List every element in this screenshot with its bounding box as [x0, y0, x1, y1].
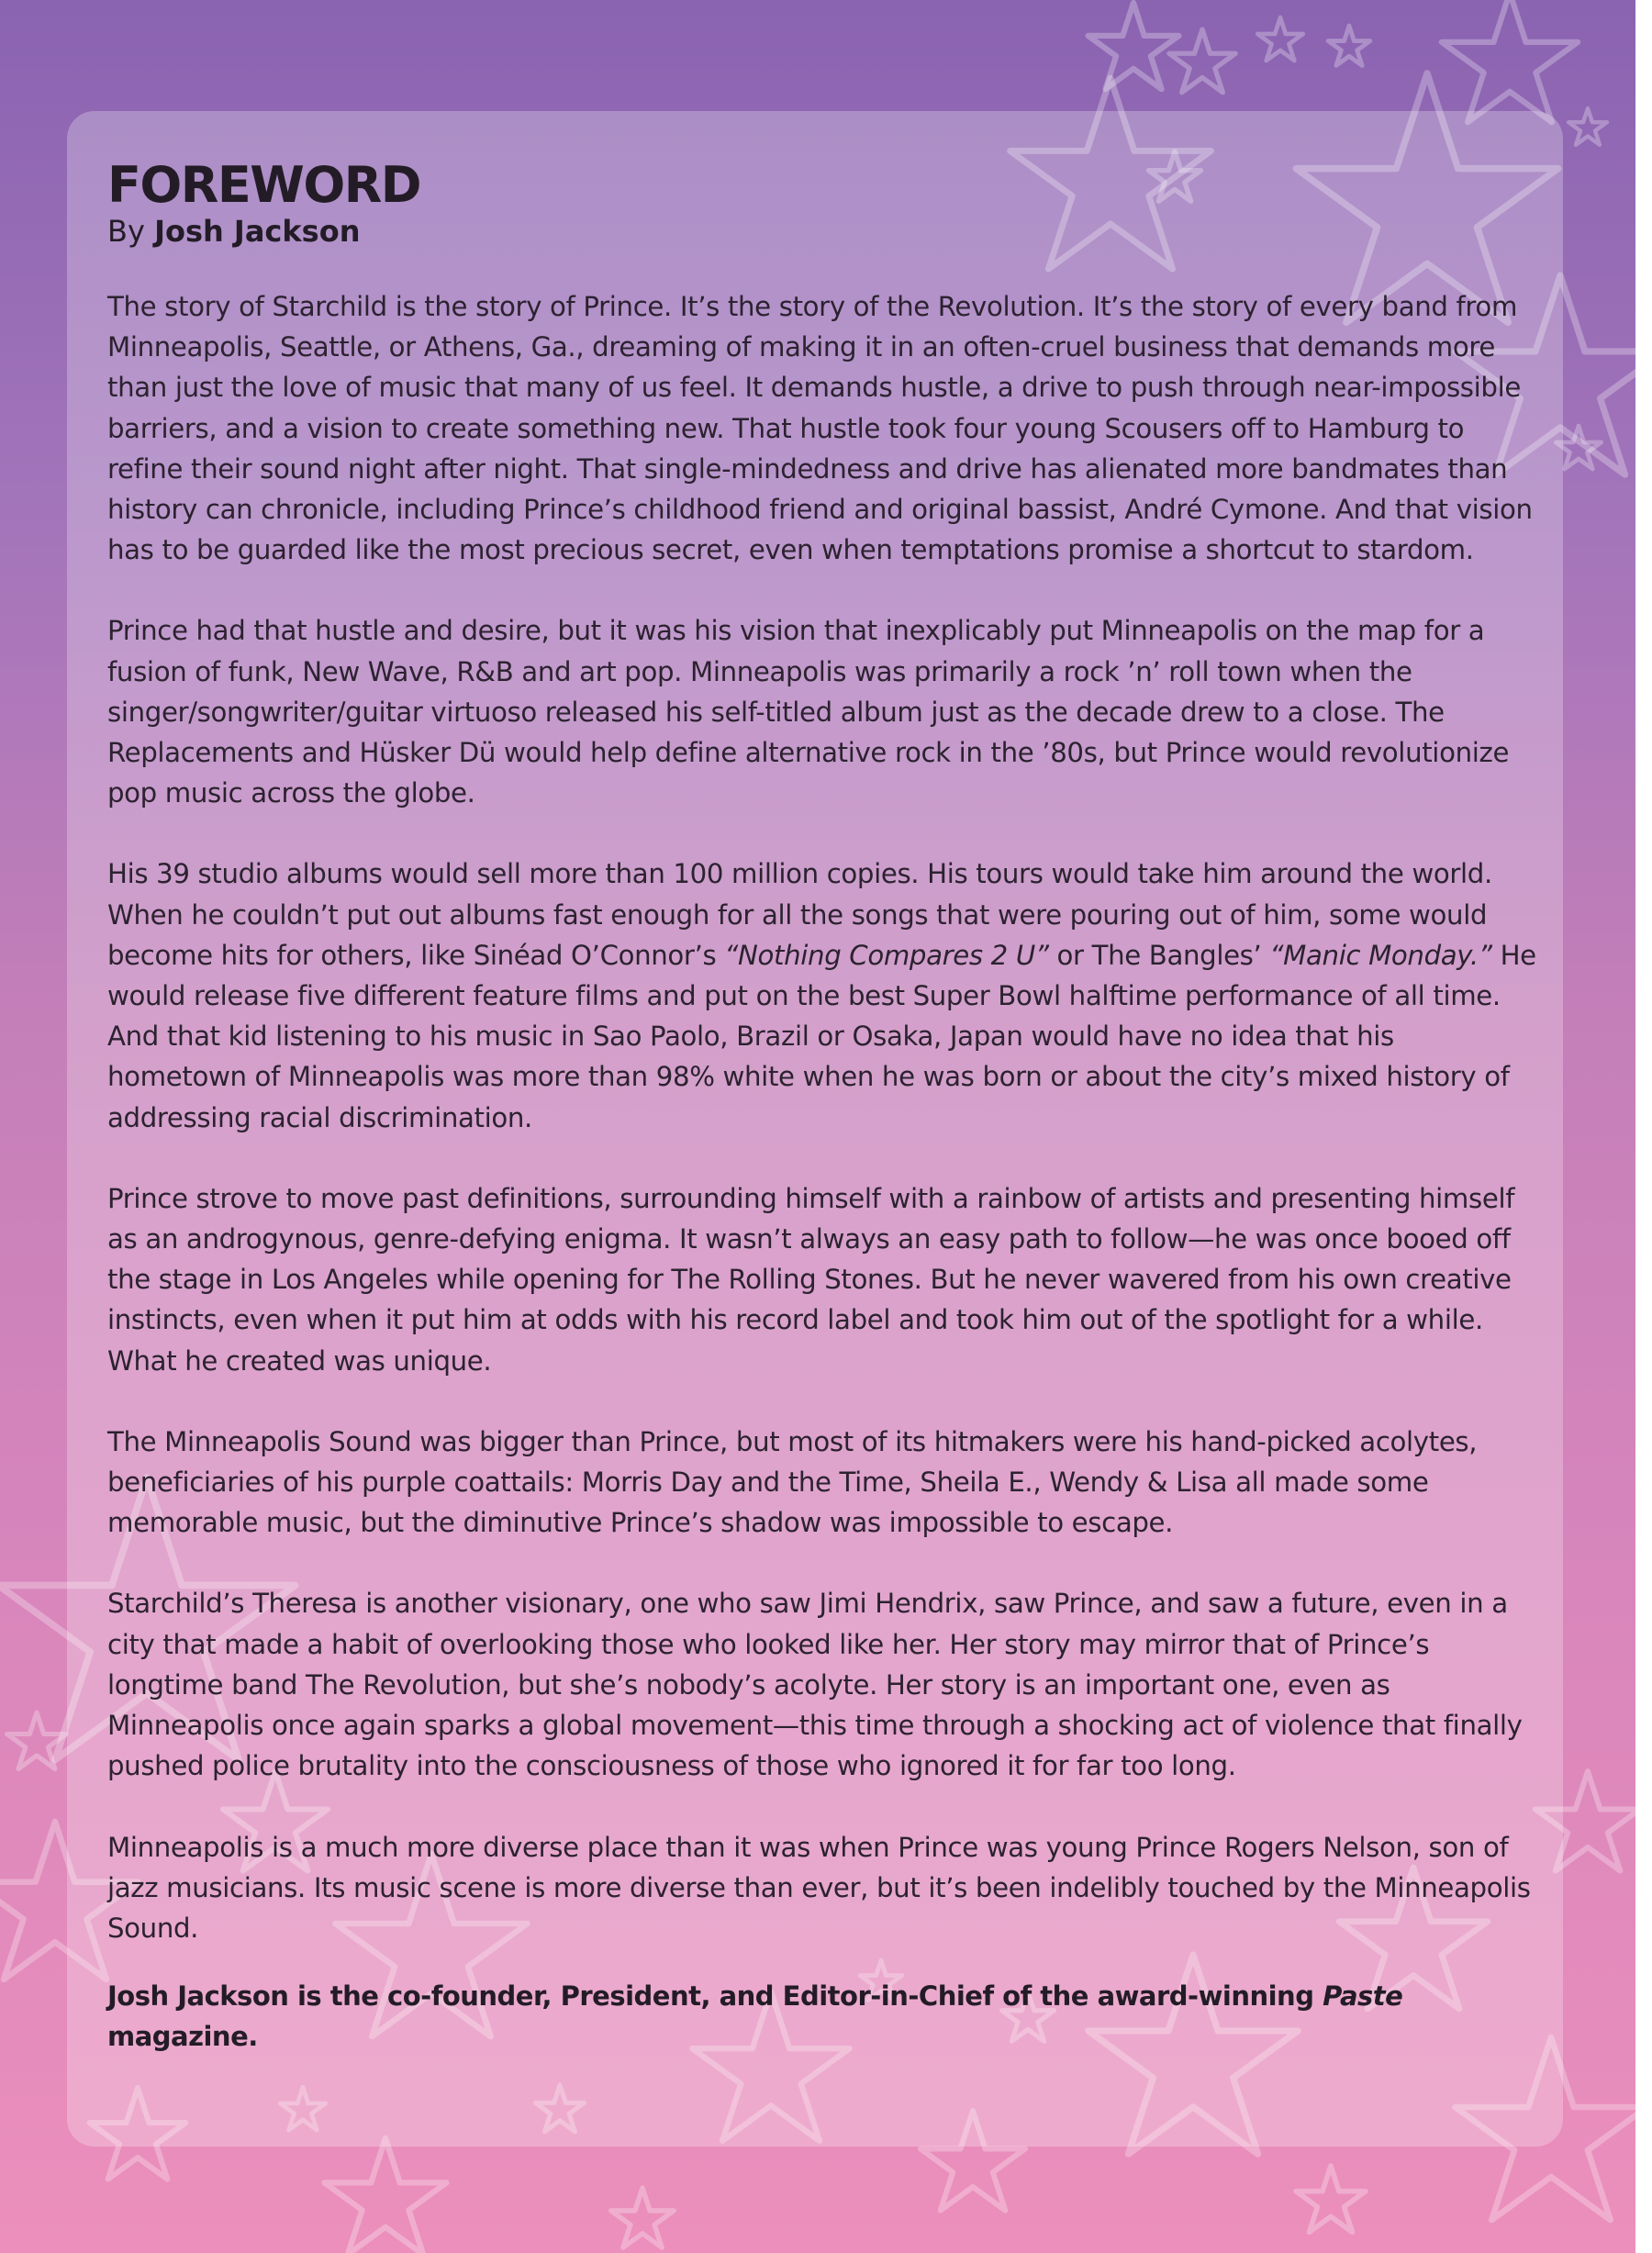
foreword-article [107, 158, 1539, 2057]
paragraph-1: The story of Starchild is the story of Prince. It’s the story of the Revolution. It’s the story of every band from Minneapolis, Seattle, or Athens, Ga., dreaming of making it in an often-cruel business that demands more than just the love of music that many of us feel. It demands hustle, a drive to push through near-impossible barriers, and a vision to create something new. That hustle took four young Scousers off to Hamburg to refine their sound night after night. That single-mindedness and drive has alienated more bandmates than history can chronicle, including Prince’s childhood friend and original bassist, André Cymone. And that vision has to be guarded like the most precious secret, even when temptations promise a shortcut to stardom. [107, 291, 1533, 566]
byline-prefix: By [107, 214, 145, 249]
page-title: FOREWORD [107, 156, 421, 214]
song-title-manic-monday: “Manic Monday.” [1269, 939, 1492, 971]
byline [107, 213, 1539, 250]
paragraph-3-text-b: or The Bangles’ [1048, 939, 1270, 971]
paragraph-3-text-c: He would release five different feature films and put on the best Super Bowl halftime performance of all time. And that kid listening to his music in Sao Paolo, Brazil or Osaka, Japan would have no idea that his hometown of Minneapolis was more than 98% white when he was born or about the city’s mixed history of addressing racial discrimination. [107, 939, 1536, 1133]
song-title-nothing-compares: “Nothing Compares 2 U” [724, 939, 1049, 971]
magazine-name: Paste [1323, 1980, 1403, 2013]
paragraph-2: Prince had that hustle and desire, but it was his vision that inexplicably put Minneapolis on the map for a fusion of funk, New Wave, R&B and art pop. Minneapolis was primarily a rock ’n’ roll town when the singer/songwriter/guitar virtuoso released his self-titled album just as the decade drew to a close. The Replacements and Hüsker Dü would help define alternative rock in the ’80s, but Prince would revolutionize pop music across the globe. [107, 615, 1510, 809]
star-icon [611, 2188, 674, 2247]
star-icon [1442, 0, 1578, 122]
credit-text-b: magazine. [107, 2021, 258, 2053]
star-icon [324, 2138, 446, 2253]
star-icon [1088, 3, 1179, 89]
paragraph-7: Minneapolis is a much more diverse place than it was when Prince was young Prince Rogers Nelson, son of jazz musicians. Its music scene is more diverse than ever, but it’s been indelibly touched by the Minneapolis Sound. [107, 1831, 1531, 1944]
paragraph-5: The Minneapolis Sound was bigger than Prince, but most of its hitmakers were his hand-picked acolytes, beneficiaries of his purple coattails: Morris Day and the Time, Sheila E., Wendy & Lisa all made some memorable music, but the diminutive Prince’s shadow was impossible to escape. [107, 1425, 1478, 1539]
credit-text-a: Josh Jackson is the co-founder, President, and Editor-in-Chief of the award-winning [107, 1980, 1323, 2013]
star-icon [1296, 2166, 1366, 2232]
paragraph-6: Starchild’s Theresa is another visionary, one who saw Jimi Hendrix, saw Prince, and saw a future, even in a city that made a habit of overlooking those who looked like her. Her story may mirror that of Prince’s longtime band The Revolution, but she’s nobody’s acolyte. Her story is an important one, even as Minneapolis once again sparks a global movement—this time through a shocking act of violence that finally pushed police brutality into the consciousness of those who ignored it for far too long. [107, 1588, 1523, 1782]
author-name: Josh Jackson [154, 214, 361, 249]
paragraph-3 [107, 853, 1539, 1137]
star-icon [1568, 108, 1607, 145]
star-icon [1328, 26, 1370, 65]
author-credit [107, 1976, 1539, 2057]
star-icon [1257, 17, 1302, 61]
paragraph-3-text-a: His 39 studio albums would sell more than 100 million copies. His tours would take him around the world. When he couldn’t put out albums fast enough for all the songs that were pouring out of him, some would become hits for others, like Sinéad O’Connor’s [107, 858, 1492, 971]
paragraph-4: Prince strove to move past definitions, surrounding himself with a rainbow of artists and presenting himself as an androgynous, genre-defying enigma. It wasn’t always an easy path to follow—he was once booed off the stage in Los Angeles while opening for The Rolling Stones. But he never wavered from his own creative instincts, even when it put him at odds with his record label and took him out of the spotlight for a while. What he created was unique. [107, 1182, 1515, 1377]
